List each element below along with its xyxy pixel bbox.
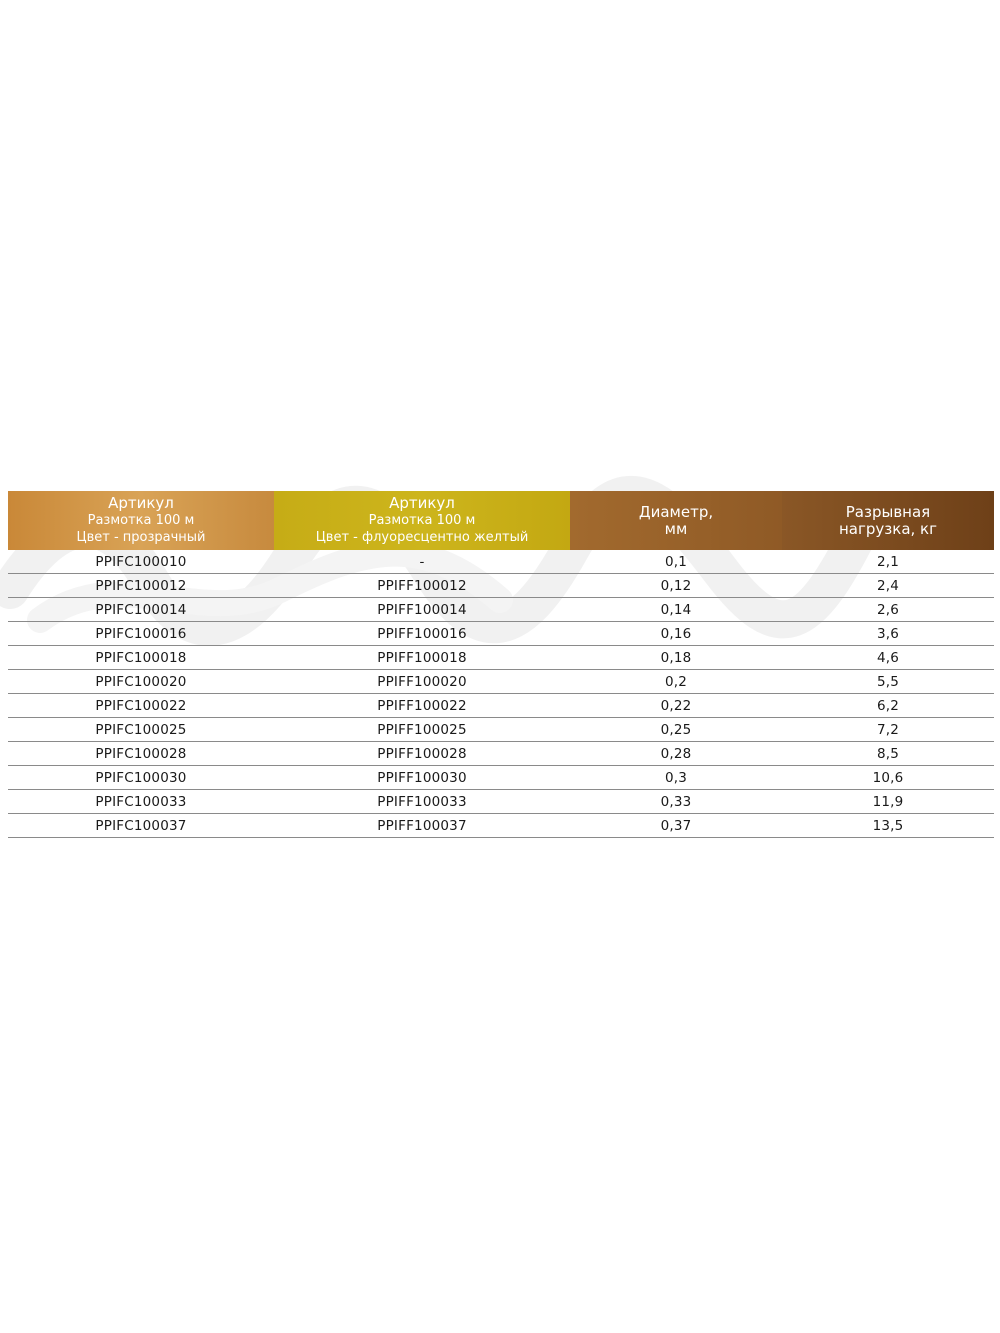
cell-article-yellow: PPIFF100037	[274, 814, 570, 838]
header-diameter-line1: Диаметр,	[638, 502, 714, 521]
table-row	[8, 814, 994, 838]
cell-breaking-load: 8,5	[782, 742, 994, 766]
cell-breaking-load: 4,6	[782, 646, 994, 670]
cell-article-clear: PPIFC100022	[8, 694, 274, 718]
cell-diameter: 0,33	[570, 790, 782, 814]
cell-breaking-load: 13,5	[782, 814, 994, 838]
cell-article-yellow: PPIFF100033	[274, 790, 570, 814]
cell-article-clear: PPIFC100016	[8, 622, 274, 646]
cell-article-clear: PPIFC100020	[8, 670, 274, 694]
table-row	[8, 598, 994, 622]
header-row	[8, 491, 994, 550]
cell-diameter: 0,1	[570, 550, 782, 574]
cell-breaking-load: 6,2	[782, 694, 994, 718]
cell-article-yellow: PPIFF100012	[274, 574, 570, 598]
cell-breaking-load: 2,6	[782, 598, 994, 622]
cell-article-clear: PPIFC100037	[8, 814, 274, 838]
table-row	[8, 622, 994, 646]
cell-diameter: 0,28	[570, 742, 782, 766]
table-row	[8, 670, 994, 694]
cell-article-yellow: PPIFF100028	[274, 742, 570, 766]
cell-article-yellow: -	[274, 550, 570, 574]
header-load-line1: Разрывная	[845, 502, 931, 521]
cell-diameter: 0,14	[570, 598, 782, 622]
header-article-yellow-color: Цвет - флуоресцентно желтый	[315, 530, 529, 545]
table-row	[8, 574, 994, 598]
cell-article-clear: PPIFC100033	[8, 790, 274, 814]
table-row	[8, 742, 994, 766]
header-load-unit: нагрузка, кг	[839, 519, 937, 538]
cell-diameter: 0,16	[570, 622, 782, 646]
cell-article-yellow: PPIFF100014	[274, 598, 570, 622]
cell-article-yellow: PPIFF100025	[274, 718, 570, 742]
cell-diameter: 0,22	[570, 694, 782, 718]
cell-article-clear: PPIFC100018	[8, 646, 274, 670]
table-body	[8, 550, 994, 838]
header-diameter	[570, 491, 782, 550]
table-row	[8, 766, 994, 790]
header-article-yellow-title: Артикул	[389, 494, 455, 512]
header-article-clear	[8, 491, 274, 550]
header-article-clear-color: Цвет - прозрачный	[76, 530, 206, 545]
cell-diameter: 0,37	[570, 814, 782, 838]
cell-breaking-load: 2,1	[782, 550, 994, 574]
header-article-yellow	[274, 491, 570, 550]
cell-article-clear: PPIFC100014	[8, 598, 274, 622]
header-article-clear-spool: Размотка 100 м	[87, 513, 195, 528]
fishing-line-spec-table	[8, 491, 994, 838]
header-article-yellow-spool: Размотка 100 м	[368, 513, 476, 528]
cell-diameter: 0,3	[570, 766, 782, 790]
cell-article-clear: PPIFC100010	[8, 550, 274, 574]
cell-article-clear: PPIFC100030	[8, 766, 274, 790]
cell-breaking-load: 10,6	[782, 766, 994, 790]
cell-article-yellow: PPIFF100018	[274, 646, 570, 670]
header-diameter-unit: мм	[664, 519, 688, 538]
cell-article-yellow: PPIFF100022	[274, 694, 570, 718]
table-row	[8, 790, 994, 814]
table-row	[8, 646, 994, 670]
header-article-clear-title: Артикул	[108, 494, 174, 512]
cell-diameter: 0,25	[570, 718, 782, 742]
cell-breaking-load: 7,2	[782, 718, 994, 742]
cell-breaking-load: 2,4	[782, 574, 994, 598]
table-row	[8, 694, 994, 718]
cell-diameter: 0,2	[570, 670, 782, 694]
cell-diameter: 0,18	[570, 646, 782, 670]
cell-diameter: 0,12	[570, 574, 782, 598]
table-row	[8, 718, 994, 742]
cell-breaking-load: 11,9	[782, 790, 994, 814]
cell-article-yellow: PPIFF100030	[274, 766, 570, 790]
header-breaking-load	[782, 491, 994, 550]
cell-breaking-load: 3,6	[782, 622, 994, 646]
cell-article-yellow: PPIFF100016	[274, 622, 570, 646]
table-row	[8, 550, 994, 574]
table-header	[8, 491, 994, 550]
cell-article-clear: PPIFC100028	[8, 742, 274, 766]
cell-article-yellow: PPIFF100020	[274, 670, 570, 694]
cell-article-clear: PPIFC100025	[8, 718, 274, 742]
cell-article-clear: PPIFC100012	[8, 574, 274, 598]
cell-breaking-load: 5,5	[782, 670, 994, 694]
